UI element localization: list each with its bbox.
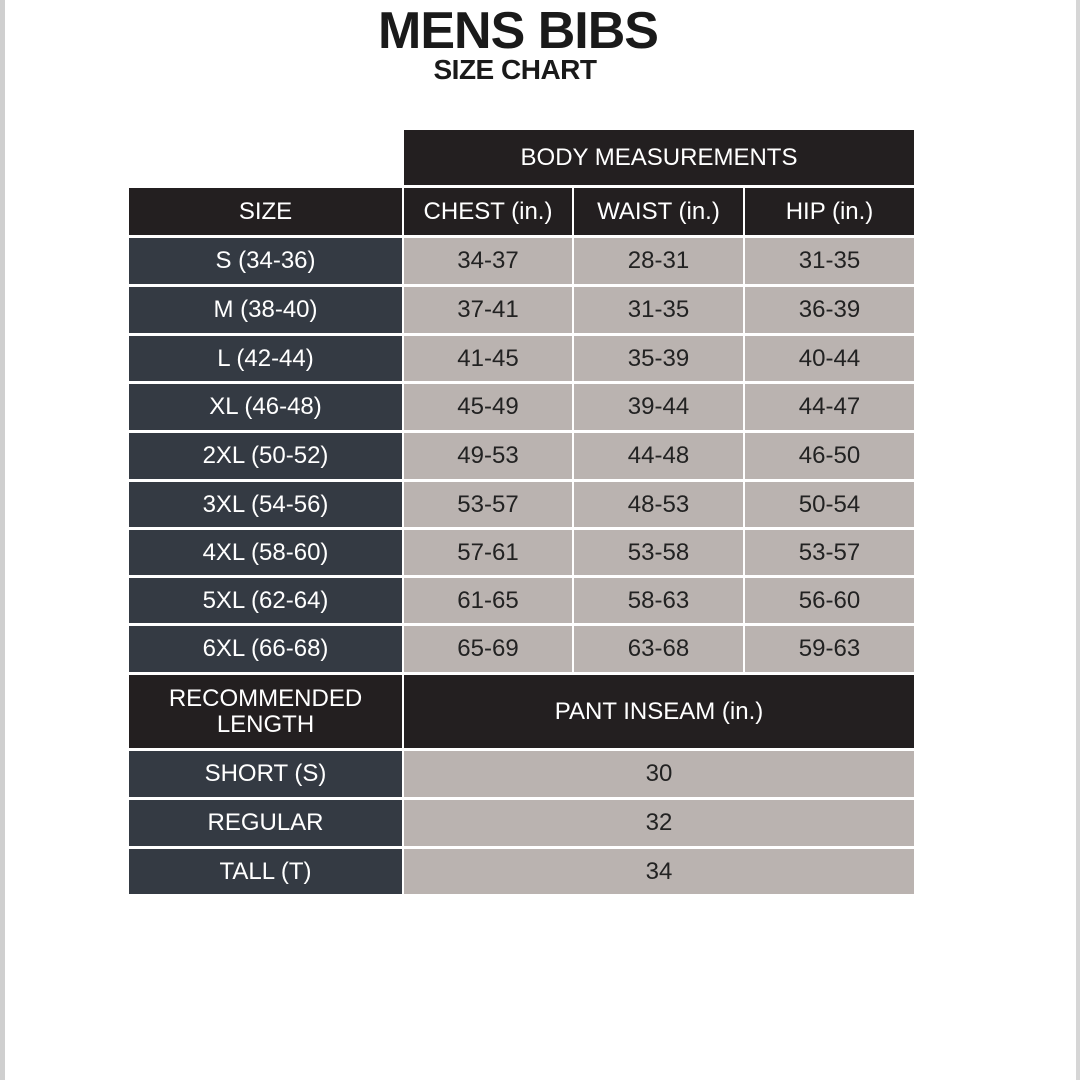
chest-column-header: CHEST (in.) [404, 188, 572, 235]
left-border [0, 0, 5, 1080]
body-measurements-header: BODY MEASUREMENTS [404, 130, 914, 185]
length-cell: REGULAR [129, 800, 402, 846]
chest-cell: 34-37 [404, 238, 572, 284]
chest-cell: 65-69 [404, 626, 572, 672]
hip-cell: 59-63 [745, 626, 914, 672]
waist-cell: 44-48 [574, 433, 743, 479]
size-cell: XL (46-48) [129, 384, 402, 430]
hip-cell: 53-57 [745, 530, 914, 575]
size-cell: 2XL (50-52) [129, 433, 402, 479]
chest-cell: 57-61 [404, 530, 572, 575]
recommended-length-line2: LENGTH [216, 710, 315, 738]
size-column-header: SIZE [129, 188, 402, 235]
hip-column-header: HIP (in.) [745, 188, 914, 235]
size-cell: S (34-36) [129, 238, 402, 284]
chest-cell: 41-45 [404, 336, 572, 381]
chest-cell: 49-53 [404, 433, 572, 479]
inseam-cell: 34 [404, 849, 914, 894]
right-border [1076, 0, 1080, 1080]
recommended-length-header [129, 675, 402, 748]
waist-cell: 48-53 [574, 482, 743, 527]
waist-cell: 63-68 [574, 626, 743, 672]
size-cell: 3XL (54-56) [129, 482, 402, 527]
length-cell: SHORT (S) [129, 751, 402, 797]
waist-cell: 35-39 [574, 336, 743, 381]
waist-cell: 58-63 [574, 578, 743, 623]
inseam-cell: 30 [404, 751, 914, 797]
size-cell: 5XL (62-64) [129, 578, 402, 623]
chest-cell: 37-41 [404, 287, 572, 333]
waist-cell: 53-58 [574, 530, 743, 575]
chest-cell: 61-65 [404, 578, 572, 623]
hip-cell: 56-60 [745, 578, 914, 623]
waist-cell: 31-35 [574, 287, 743, 333]
waist-cell: 39-44 [574, 384, 743, 430]
page-subtitle: SIZE CHART [433, 54, 597, 85]
waist-column-header: WAIST (in.) [574, 188, 743, 235]
length-cell: TALL (T) [129, 849, 402, 894]
hip-cell: 46-50 [745, 433, 914, 479]
hip-cell: 40-44 [745, 336, 914, 381]
inseam-cell: 32 [404, 800, 914, 846]
hip-cell: 44-47 [745, 384, 914, 430]
chest-cell: 45-49 [404, 384, 572, 430]
hip-cell: 31-35 [745, 238, 914, 284]
pant-inseam-header: PANT INSEAM (in.) [404, 675, 914, 748]
size-cell: 4XL (58-60) [129, 530, 402, 575]
page-title: MENS BIBS [378, 2, 658, 60]
waist-cell: 28-31 [574, 238, 743, 284]
recommended-length-line1: RECOMMENDED [168, 684, 363, 712]
size-cell: M (38-40) [129, 287, 402, 333]
hip-cell: 36-39 [745, 287, 914, 333]
size-cell: 6XL (66-68) [129, 626, 402, 672]
chest-cell: 53-57 [404, 482, 572, 527]
size-cell: L (42-44) [129, 336, 402, 381]
hip-cell: 50-54 [745, 482, 914, 527]
